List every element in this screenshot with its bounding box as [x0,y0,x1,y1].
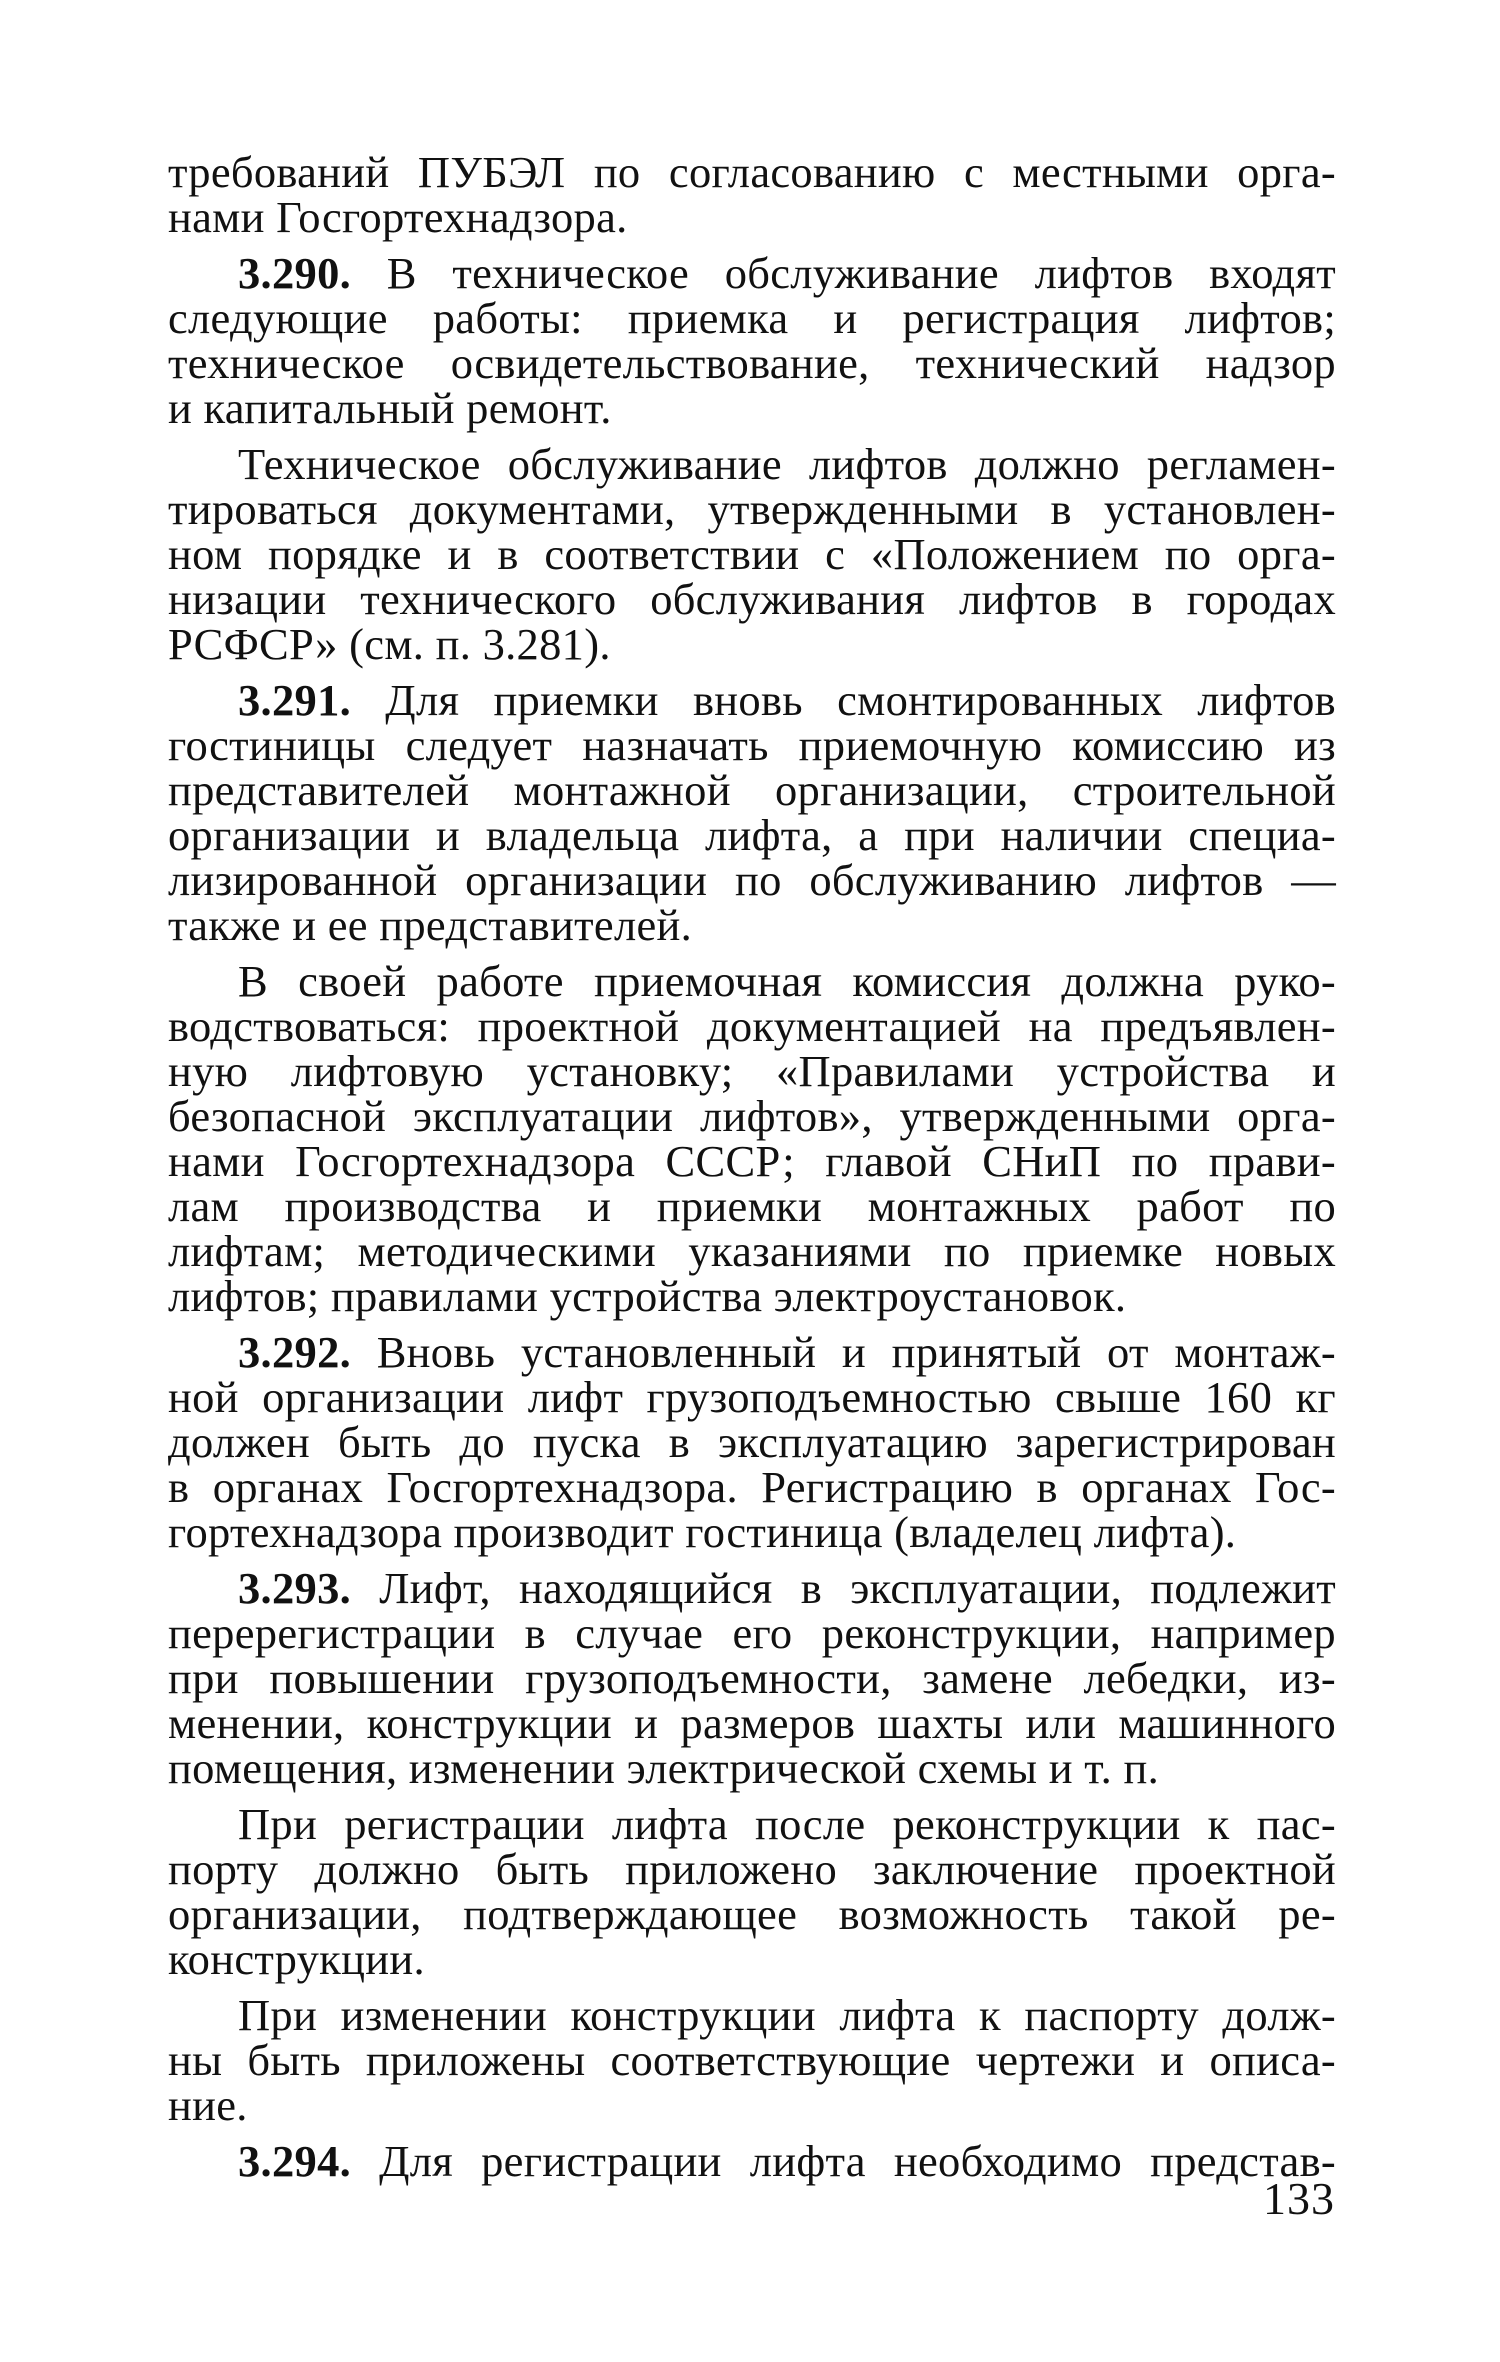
text-line: Техническое обслуживание лифтов должно регламен- [238,439,1336,489]
text-line: гортехнадзора производит гостиница (владелец лифта). [168,1507,1237,1557]
section-number: 3.290. [238,248,352,298]
page-body [168,147,1336,2195]
text-line [168,2136,1336,2186]
section-3-294 [168,2136,1336,2186]
text-line: ную лифтовую установку; «Правилами устройства и [168,1046,1336,1096]
text-line: При регистрации лифта после реконструкции к пас- [238,1799,1336,1849]
text-line: помещения, изменении электрической схемы и т. п. [168,1743,1160,1793]
text-line: при повышении грузоподъемности, замене лебедки, из- [168,1653,1336,1703]
text-line [168,675,1336,725]
section-3-291 [168,675,1336,950]
text-line: следующие работы: приемка и регистрация лифтов; [168,293,1336,343]
text-line: ной организации лифт грузоподъемностью свыше 160 кг [168,1372,1336,1422]
text-line: гостиницы следует назначать приемочную комиссию из [168,720,1336,770]
text-line: РСФСР» (см. п. 3.281). [168,619,611,669]
text-line: лизированной организации по обслуживанию лифтов — [168,855,1336,905]
text-line: техническое освидетельствование, технический надзор [168,338,1336,388]
text-line: лифтов; правилами устройства электроустановок. [168,1271,1127,1321]
section-3-290 [168,248,1336,433]
text-line: ном порядке и в соответствии с «Положением по орга- [168,529,1336,579]
text-line: должен быть до пуска в эксплуатацию зарегистрирован [168,1417,1336,1467]
text-line: В своей работе приемочная комиссия должна руко- [238,956,1336,1006]
page-number: 133 [1263,2173,1335,2224]
text-line: конструкции. [168,1934,425,1984]
section-3-293 [168,1563,1336,1793]
paragraph [168,439,1336,669]
section-number: 3.294. [238,2136,352,2186]
text-line [168,1327,1336,1377]
text-line: низации технического обслуживания лифтов в городах [168,574,1336,624]
section-number: 3.291. [238,675,352,725]
text-line: ны быть приложены соответствующие чертежи и описа- [168,2035,1336,2085]
text-line: требований ПУБЭЛ по согласованию с местными орга- [168,147,1336,197]
text-line [168,1563,1336,1613]
text-line: и капитальный ремонт. [168,383,612,433]
paragraph [168,1990,1336,2130]
text-line: также и ее представителей. [168,900,693,950]
text-line-rest: В техническое обслуживание лифтов входят [351,248,1336,298]
text-line-rest: Для регистрации лифта необходимо представ- [351,2136,1336,2186]
text-line: ние. [168,2080,248,2130]
text-line: организации и владельца лифта, а при наличии специа- [168,810,1336,860]
text-line: лам производства и приемки монтажных работ по [168,1181,1336,1231]
text-line: представителей монтажной организации, строительной [168,765,1336,815]
text-line: безопасной эксплуатации лифтов», утвержденными орга- [168,1091,1336,1141]
text-line: перерегистрации в случае его реконструкции, например [168,1608,1336,1658]
section-3-292 [168,1327,1336,1557]
text-line: менении, конструкции и размеров шахты или машинного [168,1698,1336,1748]
text-line: нами Госгортехнадзора СССР; главой СНиП по прави- [168,1136,1336,1186]
paragraph [168,956,1336,1321]
text-line: водствоваться: проектной документацией на предъявлен- [168,1001,1336,1051]
text-line: организации, подтверждающее возможность такой ре- [168,1889,1336,1939]
text-line: лифтам; методическими указаниями по приемке новых [168,1226,1336,1276]
paragraph [168,1799,1336,1984]
text-line-rest: Лифт, находящийся в эксплуатации, подлежит [351,1563,1336,1613]
section-number: 3.292. [238,1327,352,1377]
section-number: 3.293. [238,1563,352,1613]
text-line: тироваться документами, утвержденными в установлен- [168,484,1336,534]
text-line-rest: Для приемки вновь смонтированных лифтов [351,675,1336,725]
text-line: порту должно быть приложено заключение проектной [168,1844,1336,1894]
text-line [168,248,1336,298]
text-line: в органах Госгортехнадзора. Регистрацию в органах Гос- [168,1462,1336,1512]
text-line: нами Госгортехнадзора. [168,192,628,242]
text-line: При изменении конструкции лифта к паспорту долж- [238,1990,1336,2040]
text-line-rest: Вновь установленный и принятый от монтаж- [351,1327,1336,1377]
paragraph-continuation [168,147,1336,242]
